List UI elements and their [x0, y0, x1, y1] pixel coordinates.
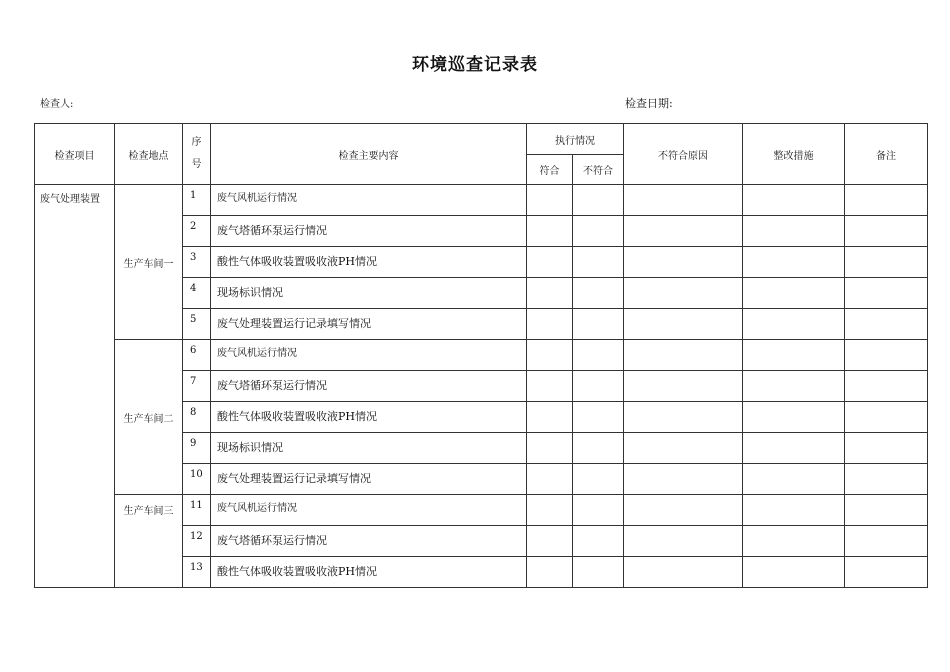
item-cell: 废气处理装置: [35, 185, 115, 588]
nonconform-cell[interactable]: [573, 495, 624, 526]
reason-cell[interactable]: [624, 526, 743, 557]
seq-cell: 10: [183, 464, 211, 495]
nonconform-cell[interactable]: [573, 340, 624, 371]
nonconform-cell[interactable]: [573, 464, 624, 495]
content-cell: 酸性气体吸收装置吸收液PH情况: [211, 247, 527, 278]
nonconform-cell[interactable]: [573, 402, 624, 433]
conform-cell[interactable]: [527, 526, 573, 557]
conform-cell[interactable]: [527, 216, 573, 247]
table-row: [35, 340, 928, 371]
content-cell: 废气处理装置运行记录填写情况: [211, 464, 527, 495]
content-cell: 废气风机运行情况: [211, 340, 527, 371]
reason-cell[interactable]: [624, 402, 743, 433]
inspection-table: [34, 123, 928, 588]
seq-cell: 9: [183, 433, 211, 464]
inspector-label: 检查人:: [40, 99, 74, 110]
remarks-cell[interactable]: [845, 340, 928, 371]
conform-cell[interactable]: [527, 464, 573, 495]
table-row: [35, 495, 928, 526]
measures-cell[interactable]: [743, 464, 845, 495]
reason-cell[interactable]: [624, 340, 743, 371]
remarks-cell[interactable]: [845, 309, 928, 340]
nonconform-cell[interactable]: [573, 526, 624, 557]
remarks-cell[interactable]: [845, 247, 928, 278]
reason-cell[interactable]: [624, 557, 743, 588]
seq-cell: 2: [183, 216, 211, 247]
seq-cell: 13: [183, 557, 211, 588]
nonconform-cell[interactable]: [573, 216, 624, 247]
measures-cell[interactable]: [743, 433, 845, 464]
content-cell: 废气塔循环泵运行情况: [211, 526, 527, 557]
nonconform-cell[interactable]: [573, 247, 624, 278]
header-row: [35, 124, 928, 155]
measures-cell[interactable]: [743, 402, 845, 433]
remarks-cell[interactable]: [845, 557, 928, 588]
seq-cell: 3: [183, 247, 211, 278]
header-item: 检查项目: [35, 124, 115, 185]
remarks-cell[interactable]: [845, 371, 928, 402]
header-seq-top: 序: [191, 137, 202, 148]
reason-cell[interactable]: [624, 464, 743, 495]
remarks-cell[interactable]: [845, 402, 928, 433]
remarks-cell[interactable]: [845, 495, 928, 526]
remarks-cell[interactable]: [845, 278, 928, 309]
header-conform: 符合: [527, 155, 573, 185]
header-measures: 整改措施: [743, 124, 845, 185]
conform-cell[interactable]: [527, 495, 573, 526]
conform-cell[interactable]: [527, 557, 573, 588]
location-cell-2: 生产车间二: [115, 340, 183, 495]
remarks-cell[interactable]: [845, 216, 928, 247]
measures-cell[interactable]: [743, 371, 845, 402]
nonconform-cell[interactable]: [573, 557, 624, 588]
seq-cell: 7: [183, 371, 211, 402]
remarks-cell[interactable]: [845, 464, 928, 495]
conform-cell[interactable]: [527, 185, 573, 216]
measures-cell[interactable]: [743, 247, 845, 278]
seq-cell: 4: [183, 278, 211, 309]
measures-cell[interactable]: [743, 278, 845, 309]
conform-cell[interactable]: [527, 371, 573, 402]
measures-cell[interactable]: [743, 495, 845, 526]
header-seq-bottom: 号: [191, 159, 202, 170]
seq-cell: 11: [183, 495, 211, 526]
seq-cell: 5: [183, 309, 211, 340]
reason-cell[interactable]: [624, 371, 743, 402]
reason-cell[interactable]: [624, 247, 743, 278]
conform-cell[interactable]: [527, 278, 573, 309]
conform-cell[interactable]: [527, 247, 573, 278]
measures-cell[interactable]: [743, 557, 845, 588]
location-cell-3: 生产车间三: [115, 495, 183, 588]
reason-cell[interactable]: [624, 309, 743, 340]
content-cell: 废气塔循环泵运行情况: [211, 216, 527, 247]
table-row: [35, 185, 928, 216]
remarks-cell[interactable]: [845, 185, 928, 216]
header-remarks: 备注: [845, 124, 928, 185]
content-cell: 酸性气体吸收装置吸收液PH情况: [211, 557, 527, 588]
conform-cell[interactable]: [527, 340, 573, 371]
reason-cell[interactable]: [624, 495, 743, 526]
conform-cell[interactable]: [527, 402, 573, 433]
header-nonconform: 不符合: [573, 155, 624, 185]
measures-cell[interactable]: [743, 340, 845, 371]
content-cell: 废气处理装置运行记录填写情况: [211, 309, 527, 340]
page-title: 环境巡查记录表: [412, 55, 538, 75]
reason-cell[interactable]: [624, 278, 743, 309]
header-execution: 执行情况: [527, 124, 624, 155]
content-cell: 废气风机运行情况: [211, 185, 527, 216]
measures-cell[interactable]: [743, 185, 845, 216]
nonconform-cell[interactable]: [573, 433, 624, 464]
nonconform-cell[interactable]: [573, 278, 624, 309]
seq-cell: 12: [183, 526, 211, 557]
reason-cell[interactable]: [624, 216, 743, 247]
content-cell: 现场标识情况: [211, 278, 527, 309]
remarks-cell[interactable]: [845, 433, 928, 464]
location-cell-1: 生产车间一: [115, 185, 183, 340]
measures-cell[interactable]: [743, 216, 845, 247]
measures-cell[interactable]: [743, 309, 845, 340]
header-content: 检查主要内容: [211, 124, 527, 185]
content-cell: 废气风机运行情况: [211, 495, 527, 526]
conform-cell[interactable]: [527, 433, 573, 464]
seq-cell: 1: [183, 185, 211, 216]
header-reason: 不符合原因: [624, 124, 743, 185]
seq-cell: 8: [183, 402, 211, 433]
header-location: 检查地点: [115, 124, 183, 185]
measures-cell[interactable]: [743, 526, 845, 557]
nonconform-cell[interactable]: [573, 309, 624, 340]
nonconform-cell[interactable]: [573, 185, 624, 216]
seq-cell: 6: [183, 340, 211, 371]
conform-cell[interactable]: [527, 309, 573, 340]
nonconform-cell[interactable]: [573, 371, 624, 402]
reason-cell[interactable]: [624, 185, 743, 216]
header-seq: [183, 124, 211, 185]
reason-cell[interactable]: [624, 433, 743, 464]
inspection-date-label: 检查日期:: [625, 97, 673, 110]
content-cell: 酸性气体吸收装置吸收液PH情况: [211, 402, 527, 433]
content-cell: 现场标识情况: [211, 433, 527, 464]
remarks-cell[interactable]: [845, 526, 928, 557]
content-cell: 废气塔循环泵运行情况: [211, 371, 527, 402]
